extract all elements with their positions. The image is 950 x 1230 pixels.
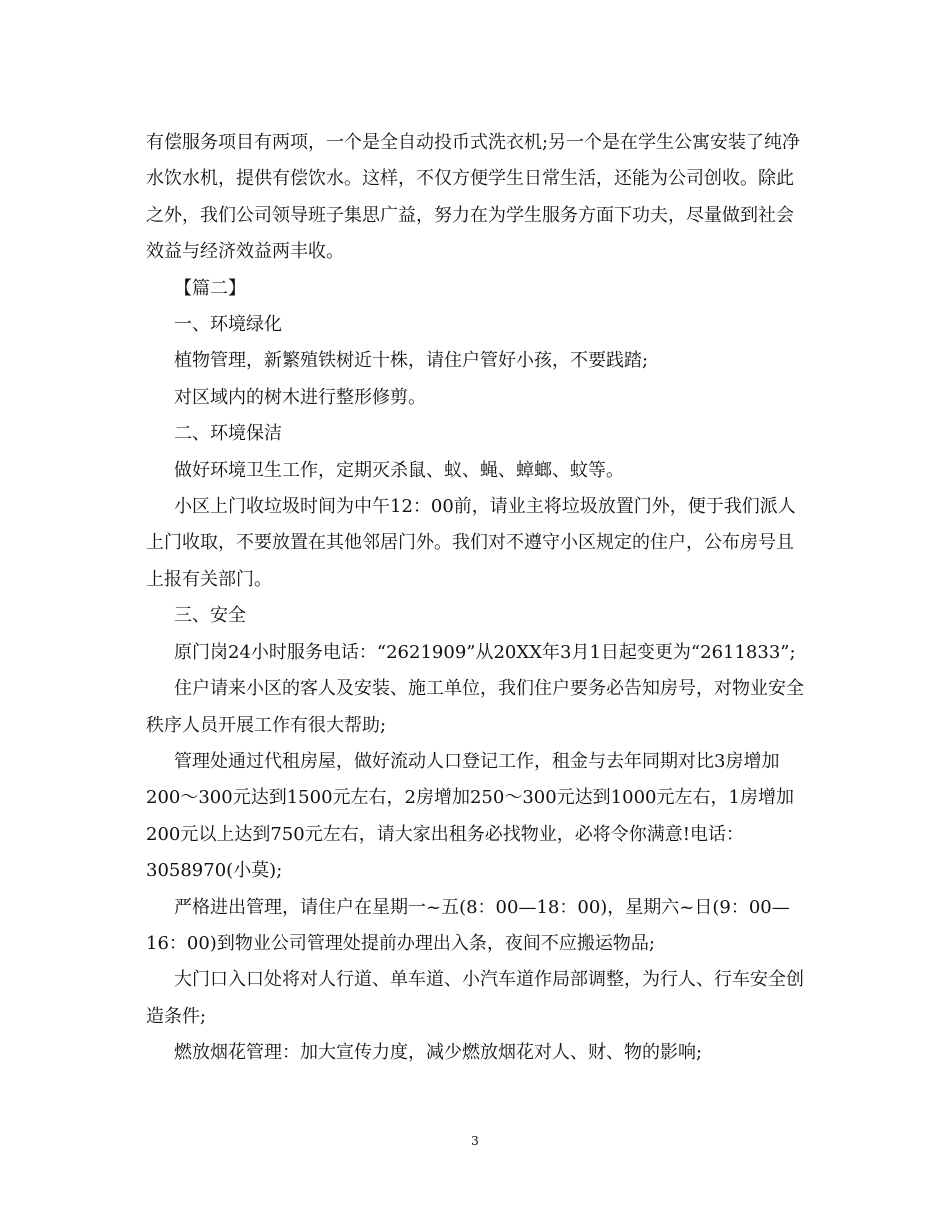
paragraph: 管理处通过代租房屋，做好流动人口登记工作，租金与去年同期对比3房增加200～300元达到1500元左右，2房增加250～300元达到1000元左右，1房增加200元以上达到750元左右，请大家出租务必找物业，必将令你满意!电话：3058970(小莫); — [146, 750, 794, 882]
paragraph: 严格进出管理，请住户在星期一~五(8：00—18：00)，星期六~日(9：00—16：00)到物业公司管理处提前办理出入条，夜间不应搬运物品; — [146, 896, 790, 954]
paragraph: 有偿服务项目有两项，一个是全自动投币式洗衣机;另一个是在学生公寓安装了纯净水饮水机，提供有偿饮水。这样，不仅方便学生日常生活，还能为公司创收。除此之外，我们公司领导班子集思广益，努力在为学生服务方面下功夫，尽量做到社会效益与经济效益两丰收。 — [146, 132, 801, 263]
paragraph: 燃放烟花管理：加大宣传力度，减少燃放烟花对人、财、物的影响; — [174, 1042, 703, 1064]
paragraph: 二、环境保洁 — [174, 423, 282, 445]
paragraph: 小区上门收垃圾时间为中午12：00前，请业主将垃圾放置门外，便于我们派人上门收取，不要放置在其他邻居门外。我们对不遵守小区规定的住户，公布房号且上报有关部门。 — [146, 496, 796, 590]
paragraph: 一、环境绿化 — [174, 314, 282, 336]
paragraph: 原门岗24小时服务电话：“2621909”从20XX年3月1日起变更为“2611833”; — [174, 641, 796, 663]
paragraph: 对区域内的树木进行整形修剪。 — [174, 386, 426, 408]
page-body — [146, 125, 806, 1072]
paragraph: 大门口入口处将对人行道、单车道、小汽车道作局部调整，为行人、行车安全创造条件; — [146, 969, 804, 1027]
paragraph: 住户请来小区的客人及安装、施工单位，我们住户要务必告知房号，对物业安全秩序人员开展工作有很大帮助; — [146, 678, 804, 736]
paragraph: 【篇二】 — [174, 277, 246, 299]
page-number: 3 — [471, 1134, 479, 1148]
paragraph: 做好环境卫生工作，定期灭杀鼠、蚁、蝇、蟑螂、蚊等。 — [174, 459, 624, 481]
paragraph: 三、安全 — [174, 605, 246, 627]
paragraph: 植物管理，新繁殖铁树近十株，请住户管好小孩，不要践踏; — [174, 350, 649, 372]
